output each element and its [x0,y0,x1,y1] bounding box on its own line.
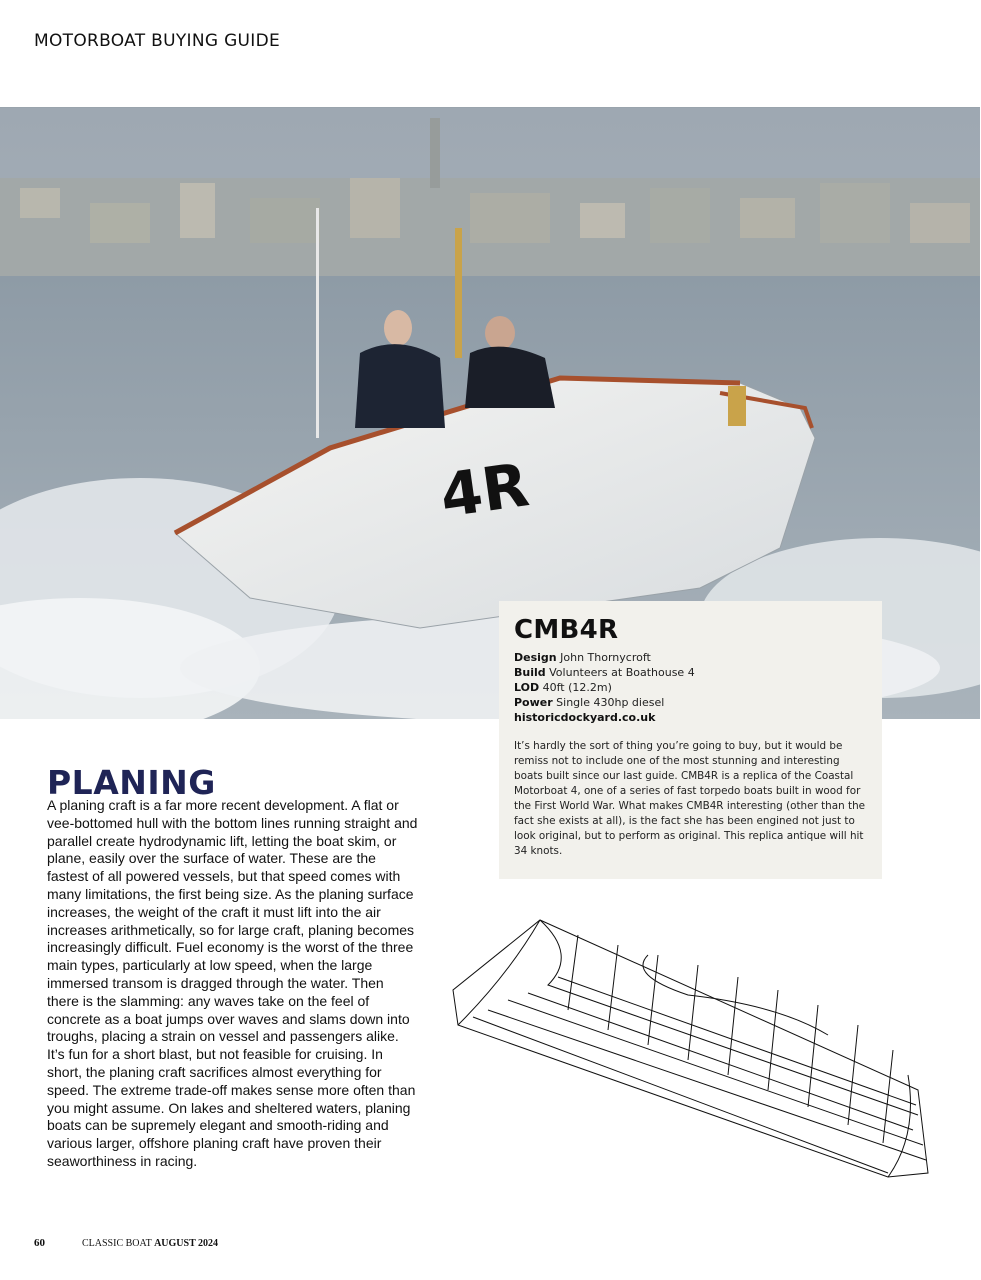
hull-lines-drawing [448,915,938,1180]
spec-label: Build [514,666,546,679]
section-title: MOTORBOAT BUYING GUIDE [34,31,281,51]
spec-label: Power [514,696,553,709]
spec-value: Volunteers at Boathouse 4 [549,666,695,679]
spec-box [499,601,882,879]
spec-label: LOD [514,681,540,694]
page-number: 60 [34,1237,45,1249]
magazine-name: CLASSIC BOAT [82,1238,152,1249]
spec-value: Single 430hp diesel [556,696,665,709]
spec-value: John Thornycroft [560,651,651,664]
spec-row-design [514,650,867,665]
hull-number: 4R [436,450,533,532]
spec-body-text: It’s hardly the sort of thing you’re going to buy, but it would be remiss not to include one of the most stunning and interesting boats built since our last guide. CMB4R is a replica of the Coastal Motorboat 4, one of a series of fast torpedo boats built in wood for the First World War. What makes CMB4R interesting (other than the fact she exists at all), is the fact she has been engined not just to look original, but to perform as original. This replica antique will hit 34 knots. [514,740,866,857]
issue-date: AUGUST 2024 [154,1238,219,1249]
spec-value: 40ft (12.2m) [542,681,612,694]
spec-row-power [514,695,867,710]
spec-label: Design [514,651,557,664]
spec-row-build [514,665,867,680]
spec-row-lod [514,680,867,695]
article-body: A planing craft is a far more recent development. A flat or vee-bottomed hull with the bottom lines running straight and parallel create hydrodynamic lift, letting the boat skim, or plane, easily over the surface of water. These are the fastest of all powered vessels, but that speed comes with many limitations, the first being size. As the planing surface increases, the weight of the craft it must lift into the air increases arithmetically, so for large craft, planing becomes increasingly difficult. Fuel economy is the worst of the three main types, particularly at low speed, when the large immersed transom is dragged through the water. Then there is the slamming: any waves take on the feel of concrete as a boat jumps over waves and slams down into troughs, placing a strain on vessel and passengers alike. It’s fun for a short blast, but not feasible for cruising. In short, the planing craft sacrifices almost everything for speed. The extreme trade-off makes sense more often than you might assume. On lakes and sheltered waters, planing boats can be supremely elegant and smooth-riding and various larger, offshore planing craft have proven their seaworthiness in racing. [47,797,418,1169]
website-link[interactable]: historicdockyard.co.uk [514,711,656,724]
page-footer [34,1237,218,1249]
section-heading: PLANING [47,763,216,802]
spec-title: CMB4R [514,615,619,645]
